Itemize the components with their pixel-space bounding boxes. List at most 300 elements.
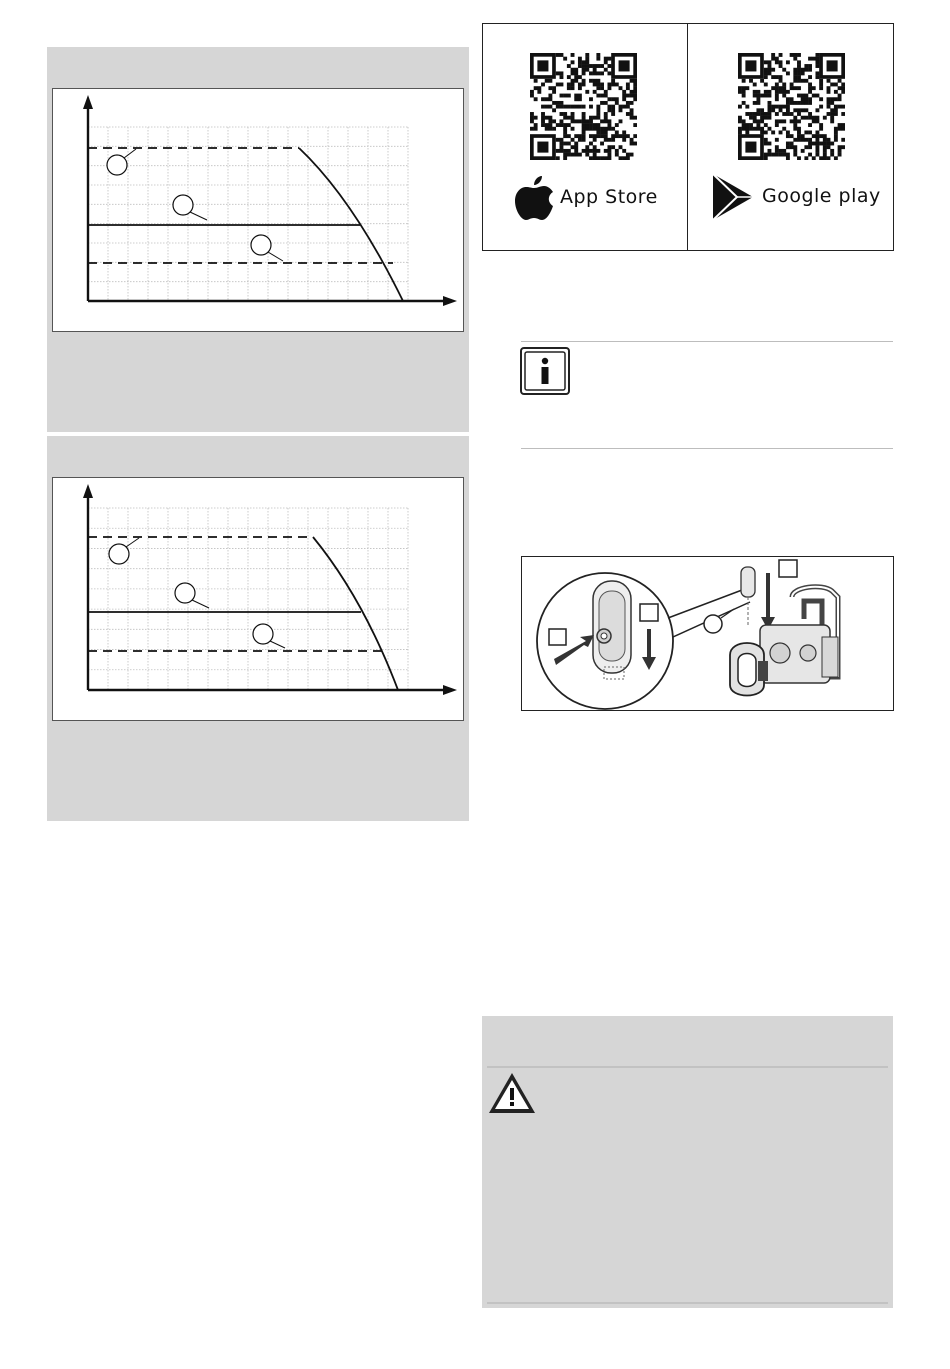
qr-module <box>738 130 742 134</box>
qr-module <box>571 105 575 109</box>
qr-module <box>771 86 775 90</box>
qr-module <box>563 153 567 157</box>
qr-module <box>534 127 538 131</box>
qr-module <box>585 90 589 94</box>
qr-module <box>596 156 600 160</box>
qr-module <box>838 127 842 131</box>
qr-module <box>793 123 797 127</box>
qr-module <box>786 71 790 75</box>
qr-module <box>790 119 794 123</box>
qr-module <box>563 112 567 116</box>
qr-module <box>790 112 794 116</box>
qr-module <box>834 108 838 112</box>
qr-module <box>782 149 786 153</box>
qr-finder-core <box>537 60 548 71</box>
qr-module <box>596 79 600 83</box>
qr-module <box>823 116 827 120</box>
qr-module <box>578 75 582 79</box>
qr-module <box>779 53 783 57</box>
qr-module <box>541 123 545 127</box>
qr-module <box>838 79 842 83</box>
qr-module <box>596 64 600 68</box>
qr-module <box>768 108 772 112</box>
qr-module <box>797 108 801 112</box>
qr-module <box>775 153 779 157</box>
qr-module <box>815 145 819 149</box>
x-axis-arrow <box>443 296 457 306</box>
qr-module <box>541 119 545 123</box>
qr-module <box>530 119 534 123</box>
qr-module <box>578 105 582 109</box>
qr-module <box>574 119 578 123</box>
qr-code-app-store[interactable] <box>530 53 637 160</box>
qr-module <box>574 149 578 153</box>
qr-module <box>604 101 608 105</box>
qr-module <box>827 79 831 83</box>
qr-module <box>753 83 757 87</box>
qr-module <box>552 108 556 112</box>
qr-module <box>604 68 608 72</box>
qr-module <box>793 149 797 153</box>
qr-module <box>560 94 564 98</box>
qr-module <box>596 116 600 120</box>
qr-module <box>560 145 564 149</box>
qr-module <box>619 156 623 160</box>
qr-module <box>563 156 567 160</box>
qr-module <box>812 142 816 146</box>
qr-module <box>582 127 586 131</box>
qr-module <box>808 101 812 105</box>
step-box-2 <box>640 604 658 621</box>
qr-module <box>823 134 827 138</box>
qr-module <box>633 94 637 98</box>
qr-module <box>823 145 827 149</box>
qr-module <box>607 97 611 101</box>
qr-module <box>596 127 600 131</box>
qr-module <box>574 75 578 79</box>
qr-module <box>804 116 808 120</box>
qr-module <box>823 156 827 160</box>
qr-module <box>779 90 783 94</box>
qr-module <box>760 127 764 131</box>
qr-module <box>574 153 578 157</box>
qr-finder-core <box>745 142 756 153</box>
qr-module <box>793 138 797 142</box>
qr-finder-core <box>745 60 756 71</box>
qr-module <box>567 64 571 68</box>
qr-module <box>815 149 819 153</box>
qr-module <box>537 86 541 90</box>
qr-module <box>548 94 552 98</box>
qr-module <box>596 94 600 98</box>
qr-module <box>830 101 834 105</box>
qr-module <box>827 156 831 160</box>
qr-module <box>585 149 589 153</box>
qr-module <box>622 130 626 134</box>
qr-module <box>815 116 819 120</box>
qr-module <box>841 138 845 142</box>
qr-module <box>534 116 538 120</box>
qr-module <box>830 108 834 112</box>
qr-module <box>626 105 630 109</box>
qr-module <box>530 90 534 94</box>
qr-module <box>600 142 604 146</box>
qr-module <box>815 75 819 79</box>
qr-module <box>626 94 630 98</box>
qr-module <box>622 90 626 94</box>
qr-module <box>545 105 549 109</box>
qr-module <box>815 64 819 68</box>
qr-module <box>582 105 586 109</box>
qr-module <box>589 119 593 123</box>
app-store-link[interactable] <box>513 174 673 224</box>
qr-module <box>775 138 779 142</box>
qr-module <box>593 123 597 127</box>
qr-module <box>745 127 749 131</box>
qr-module <box>764 83 768 87</box>
qr-module <box>764 123 768 127</box>
qr-module <box>548 119 552 123</box>
qr-module <box>841 90 845 94</box>
qr-module <box>571 119 575 123</box>
qr-module <box>830 142 834 146</box>
qr-module <box>827 90 831 94</box>
qr-module <box>764 130 768 134</box>
qr-module <box>756 127 760 131</box>
qr-module <box>611 127 615 131</box>
qr-module <box>567 86 571 90</box>
qr-module <box>812 156 816 160</box>
qr-module <box>633 142 637 146</box>
qr-module <box>801 134 805 138</box>
qr-module <box>768 116 772 120</box>
qr-module <box>804 101 808 105</box>
qr-module <box>786 105 790 109</box>
qr-module <box>782 86 786 90</box>
qr-module <box>560 75 564 79</box>
qr-module <box>607 71 611 75</box>
qr-module <box>779 60 783 64</box>
qr-module <box>611 134 615 138</box>
qr-module <box>611 145 615 149</box>
qr-module <box>626 112 630 116</box>
qr-module <box>742 90 746 94</box>
qr-module <box>574 134 578 138</box>
apple-icon <box>513 174 555 222</box>
qr-module <box>764 138 768 142</box>
qr-code-google-play[interactable] <box>738 53 845 160</box>
qr-module <box>571 68 575 72</box>
qr-module <box>556 156 560 160</box>
qr-module <box>808 97 812 101</box>
qr-module <box>545 79 549 83</box>
qr-module <box>760 108 764 112</box>
qr-module <box>604 90 608 94</box>
valve-illustration <box>522 557 893 710</box>
qr-module <box>760 130 764 134</box>
qr-module <box>567 105 571 109</box>
qr-module <box>786 60 790 64</box>
qr-module <box>596 71 600 75</box>
qr-module <box>611 97 615 101</box>
qr-module <box>804 79 808 83</box>
qr-module <box>764 153 768 157</box>
qr-module <box>797 119 801 123</box>
qr-module <box>556 105 560 109</box>
qr-module <box>823 149 827 153</box>
qr-module <box>563 116 567 120</box>
qr-module <box>808 112 812 116</box>
qr-module <box>567 149 571 153</box>
qr-module <box>578 57 582 61</box>
qr-module <box>541 116 545 120</box>
qr-module <box>764 156 768 160</box>
qr-module <box>786 153 790 157</box>
qr-module <box>801 71 805 75</box>
qr-module <box>596 134 600 138</box>
qr-module <box>556 101 560 105</box>
qr-module <box>756 108 760 112</box>
qr-module <box>563 134 567 138</box>
qr-module <box>596 123 600 127</box>
qr-module <box>775 83 779 87</box>
qr-module <box>827 138 831 142</box>
qr-module <box>626 83 630 87</box>
google-play-link[interactable] <box>711 172 886 222</box>
qr-module <box>797 71 801 75</box>
qr-module <box>563 105 567 109</box>
qr-module <box>630 108 634 112</box>
qr-module <box>823 142 827 146</box>
qr-module <box>560 119 564 123</box>
qr-module <box>593 138 597 142</box>
qr-module <box>815 108 819 112</box>
qr-module <box>582 71 586 75</box>
qr-module <box>782 127 786 131</box>
qr-module <box>819 79 823 83</box>
qr-module <box>782 94 786 98</box>
qr-module <box>738 90 742 94</box>
callout-leader-2 <box>190 212 207 220</box>
qr-module <box>596 105 600 109</box>
qr-module <box>834 127 838 131</box>
qr-module <box>600 64 604 68</box>
qr-module <box>626 86 630 90</box>
qr-module <box>775 149 779 153</box>
qr-module <box>804 108 808 112</box>
qr-module <box>793 145 797 149</box>
qr-module <box>578 83 582 87</box>
qr-module <box>596 130 600 134</box>
qr-module <box>779 64 783 68</box>
qr-module <box>841 86 845 90</box>
qr-module <box>775 97 779 101</box>
qr-module <box>560 71 564 75</box>
qr-module <box>567 142 571 146</box>
qr-module <box>775 60 779 64</box>
qr-module <box>768 71 772 75</box>
qr-module <box>619 86 623 90</box>
x-axis-arrow <box>443 685 457 695</box>
qr-module <box>768 68 772 72</box>
qr-module <box>571 112 575 116</box>
qr-module <box>563 130 567 134</box>
warning-triangle-icon <box>487 1071 537 1115</box>
qr-module <box>819 83 823 87</box>
qr-module <box>630 116 634 120</box>
qr-module <box>827 97 831 101</box>
qr-module <box>615 130 619 134</box>
qr-module <box>596 112 600 116</box>
qr-module <box>593 71 597 75</box>
qr-module <box>819 127 823 131</box>
qr-module <box>771 153 775 157</box>
google-play-label: Google play <box>762 185 881 207</box>
qr-module <box>582 119 586 123</box>
qr-module <box>619 108 623 112</box>
qr-module <box>534 123 538 127</box>
qr-module <box>838 86 842 90</box>
qr-module <box>808 153 812 157</box>
qr-module <box>630 112 634 116</box>
qr-module <box>779 149 783 153</box>
qr-module <box>574 79 578 83</box>
qr-module <box>808 123 812 127</box>
qr-module <box>600 134 604 138</box>
qr-module <box>779 108 783 112</box>
qr-module <box>633 90 637 94</box>
qr-module <box>834 138 838 142</box>
qr-module <box>838 149 842 153</box>
qr-module <box>556 123 560 127</box>
warning-rule-top <box>487 1066 888 1068</box>
qr-module <box>815 119 819 123</box>
qr-module <box>571 60 575 64</box>
qr-module <box>753 127 757 131</box>
qr-module <box>771 130 775 134</box>
qr-module <box>801 68 805 72</box>
qr-module <box>589 105 593 109</box>
qr-module <box>567 94 571 98</box>
qr-module <box>830 153 834 157</box>
qr-module <box>593 116 597 120</box>
qr-module <box>593 83 597 87</box>
callout-leader-3 <box>270 641 285 648</box>
qr-module <box>578 97 582 101</box>
qr-module <box>764 60 768 64</box>
qr-module <box>827 86 831 90</box>
qr-module <box>738 119 742 123</box>
qr-module <box>745 105 749 109</box>
qr-module <box>790 83 794 87</box>
qr-module <box>552 101 556 105</box>
qr-module <box>797 86 801 90</box>
qr-module <box>793 71 797 75</box>
qr-module <box>768 153 772 157</box>
qr-module <box>567 153 571 157</box>
qr-module <box>753 94 757 98</box>
qr-module <box>793 57 797 61</box>
qr-module <box>793 68 797 72</box>
qr-module <box>630 94 634 98</box>
qr-module <box>804 68 808 72</box>
qr-module <box>815 153 819 157</box>
qr-module <box>611 112 615 116</box>
qr-module <box>749 123 753 127</box>
qr-module <box>819 123 823 127</box>
qr-module <box>801 97 805 101</box>
y-axis-arrow <box>83 484 93 498</box>
qr-module <box>615 153 619 157</box>
qr-module <box>793 119 797 123</box>
qr-module <box>834 130 838 134</box>
qr-module <box>630 153 634 157</box>
store-divider <box>687 24 688 250</box>
qr-module <box>615 101 619 105</box>
qr-module <box>808 68 812 72</box>
qr-module <box>571 86 575 90</box>
qr-module <box>782 68 786 72</box>
qr-module <box>563 57 567 61</box>
qr-module <box>753 116 757 120</box>
qr-module <box>600 156 604 160</box>
qr-module <box>753 101 757 105</box>
qr-module <box>619 145 623 149</box>
qr-module <box>596 53 600 57</box>
qr-module <box>775 105 779 109</box>
qr-module <box>756 97 760 101</box>
qr-module <box>819 134 823 138</box>
qr-module <box>593 153 597 157</box>
qr-module <box>574 97 578 101</box>
qr-module <box>801 116 805 120</box>
qr-module <box>764 75 768 79</box>
step-box-3 <box>779 560 797 577</box>
qr-module <box>626 134 630 138</box>
qr-module <box>615 83 619 87</box>
qr-module <box>556 149 560 153</box>
qr-module <box>567 116 571 120</box>
qr-module <box>622 149 626 153</box>
pump-curve <box>313 537 398 690</box>
qr-module <box>768 60 772 64</box>
qr-module <box>797 134 801 138</box>
qr-module <box>801 101 805 105</box>
qr-module <box>622 94 626 98</box>
qr-module <box>530 127 534 131</box>
qr-module <box>574 94 578 98</box>
qr-module <box>764 71 768 75</box>
qr-module <box>830 97 834 101</box>
qr-module <box>768 142 772 146</box>
qr-module <box>797 101 801 105</box>
qr-module <box>593 90 597 94</box>
qr-module <box>786 145 790 149</box>
qr-module <box>582 60 586 64</box>
qr-module <box>815 138 819 142</box>
qr-module <box>745 112 749 116</box>
qr-module <box>578 138 582 142</box>
qr-module <box>578 94 582 98</box>
qr-module <box>604 119 608 123</box>
qr-module <box>808 142 812 146</box>
qr-module <box>779 75 783 79</box>
qr-module <box>738 86 742 90</box>
qr-module <box>626 153 630 157</box>
qr-module <box>615 149 619 153</box>
qr-module <box>604 112 608 116</box>
qr-module <box>607 105 611 109</box>
